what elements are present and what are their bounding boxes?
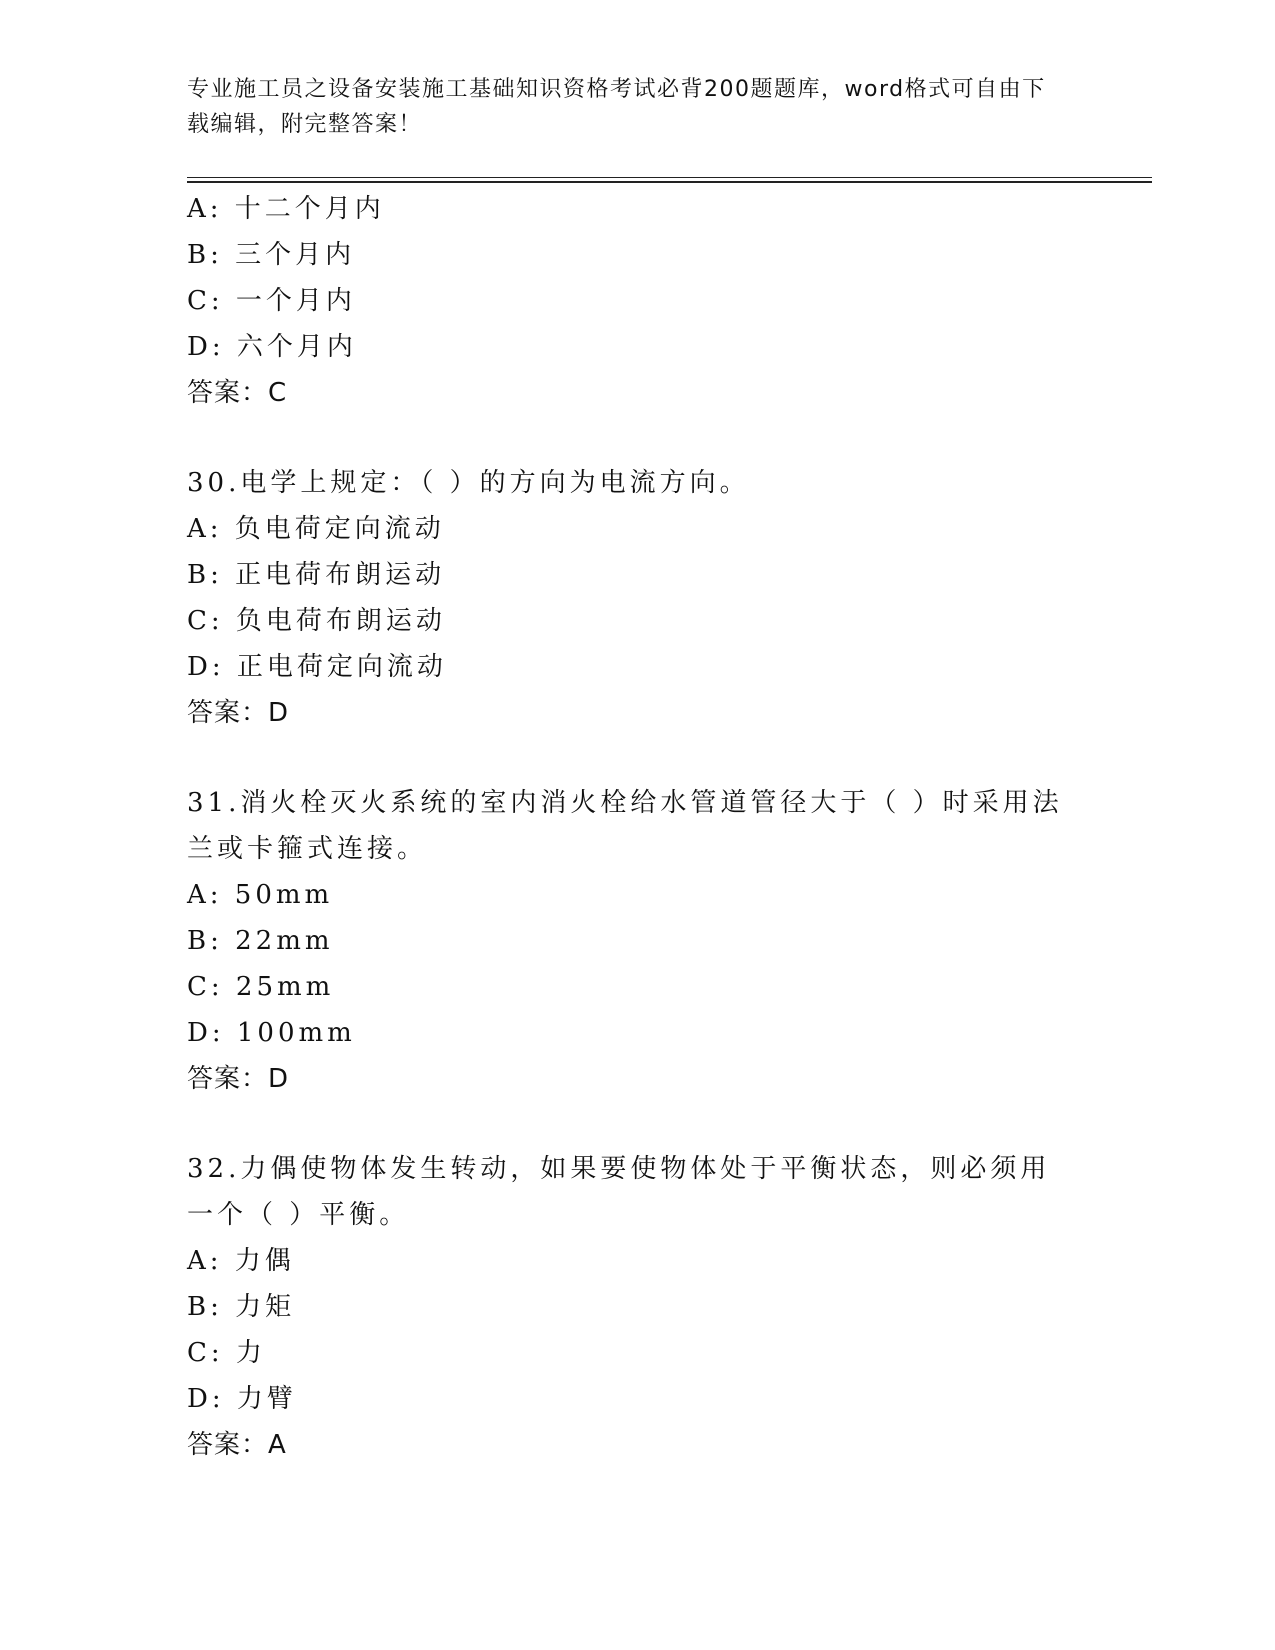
- option-d: D: 正电荷定向流动: [187, 652, 447, 682]
- option-c: C: 25mm: [187, 972, 335, 1002]
- question-block-32: [187, 1146, 1087, 1468]
- answer-line: 答案：D: [187, 698, 290, 728]
- question-list: [187, 186, 1087, 1468]
- answer-line: 答案：D: [187, 1064, 290, 1094]
- answer-line: 答案：C: [187, 378, 288, 408]
- option-a: A: 力偶: [187, 1246, 295, 1276]
- option-d: D: 力臂: [187, 1384, 297, 1414]
- option-a: A: 十二个月内: [187, 194, 385, 224]
- header-rule-thick: [187, 181, 1152, 183]
- option-c: C: 一个月内: [187, 286, 356, 316]
- option-c: C: 力: [187, 1338, 266, 1368]
- question-text: 31.消火栓灭火系统的室内消火栓给水管道管径大于（ ）时采用法兰或卡箍式连接。: [187, 788, 1063, 864]
- option-b: B: 22mm: [187, 926, 334, 956]
- option-c: C: 负电荷布朗运动: [187, 606, 446, 636]
- question-block-31: [187, 780, 1087, 1102]
- question-text: 30.电学上规定：（ ）的方向为电流方向。: [187, 468, 750, 498]
- option-d: D: 100mm: [187, 1018, 356, 1048]
- option-a: A: 50mm: [187, 880, 334, 910]
- document-title: 专业施工员之设备安装施工基础知识资格考试必背200题题库，word格式可自由下载编辑，附完整答案！: [187, 77, 1046, 137]
- option-b: B: 三个月内: [187, 240, 356, 270]
- option-b: B: 力矩: [187, 1292, 296, 1322]
- question-block-30: [187, 460, 1087, 736]
- option-d: D: 六个月内: [187, 332, 357, 362]
- header-rule-thin: [187, 177, 1152, 178]
- option-b: B: 正电荷布朗运动: [187, 560, 446, 590]
- question-block-29: [187, 186, 1087, 416]
- question-text: 32.力偶使物体发生转动，如果要使物体处于平衡状态，则必须用一个（ ）平衡。: [187, 1154, 1051, 1230]
- answer-line: 答案：A: [187, 1430, 287, 1460]
- option-a: A: 负电荷定向流动: [187, 514, 445, 544]
